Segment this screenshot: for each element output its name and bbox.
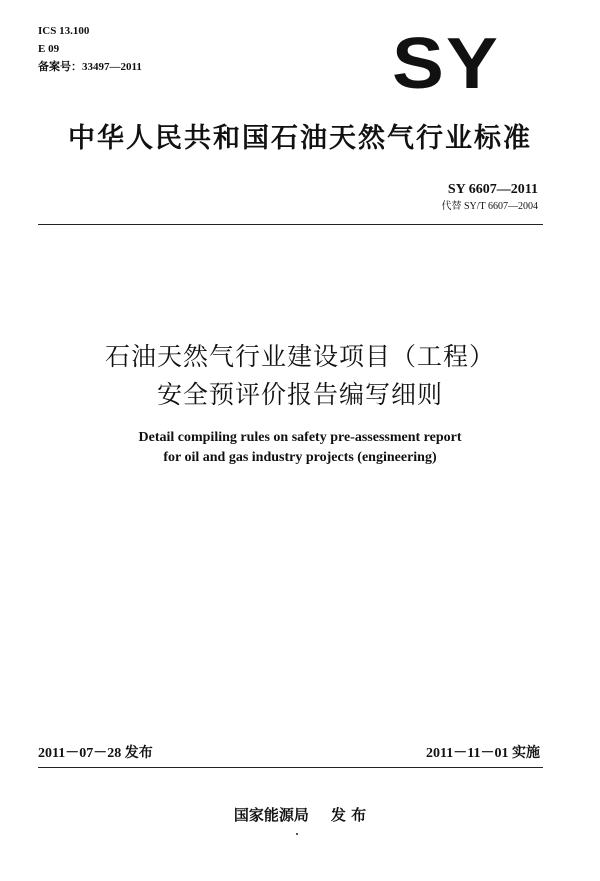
chinese-title-line-2: 安全预评价报告编写细则 — [156, 380, 443, 409]
publisher-action: 发 布 — [330, 806, 367, 824]
filing-number: 备案号：33497—2011 — [38, 61, 142, 73]
bottom-divider — [38, 767, 543, 768]
standard-number-block — [442, 181, 539, 214]
org-title: 中华人民共和国石油天然气行业标准 — [68, 123, 532, 154]
issue-date: 2011－07－28 发布 — [38, 746, 153, 761]
ics-code: ICS 13.100 — [38, 25, 90, 37]
ccs-code: E 09 — [38, 43, 60, 55]
standard-number: SY 6607—2011 — [447, 182, 538, 197]
english-title-line-2: for oil and gas industry projects (engineering) — [163, 450, 437, 465]
chinese-title — [0, 338, 600, 414]
publisher-line — [0, 804, 600, 825]
english-title-line-1: Detail compiling rules on safety pre-assessment report — [138, 430, 462, 445]
sy-logo: SY — [392, 24, 501, 104]
english-title — [0, 428, 600, 468]
replaces-standard: 代替 SY/T 6607—2004 — [441, 201, 538, 212]
implementation-date: 2011－11－01 实施 — [426, 746, 540, 761]
publisher-name: 国家能源局 — [233, 806, 309, 824]
classification-codes — [38, 22, 142, 76]
speck-mark — [296, 833, 298, 835]
chinese-title-line-1: 石油天然气行业建设项目（工程） — [104, 342, 495, 371]
top-divider — [38, 224, 543, 225]
